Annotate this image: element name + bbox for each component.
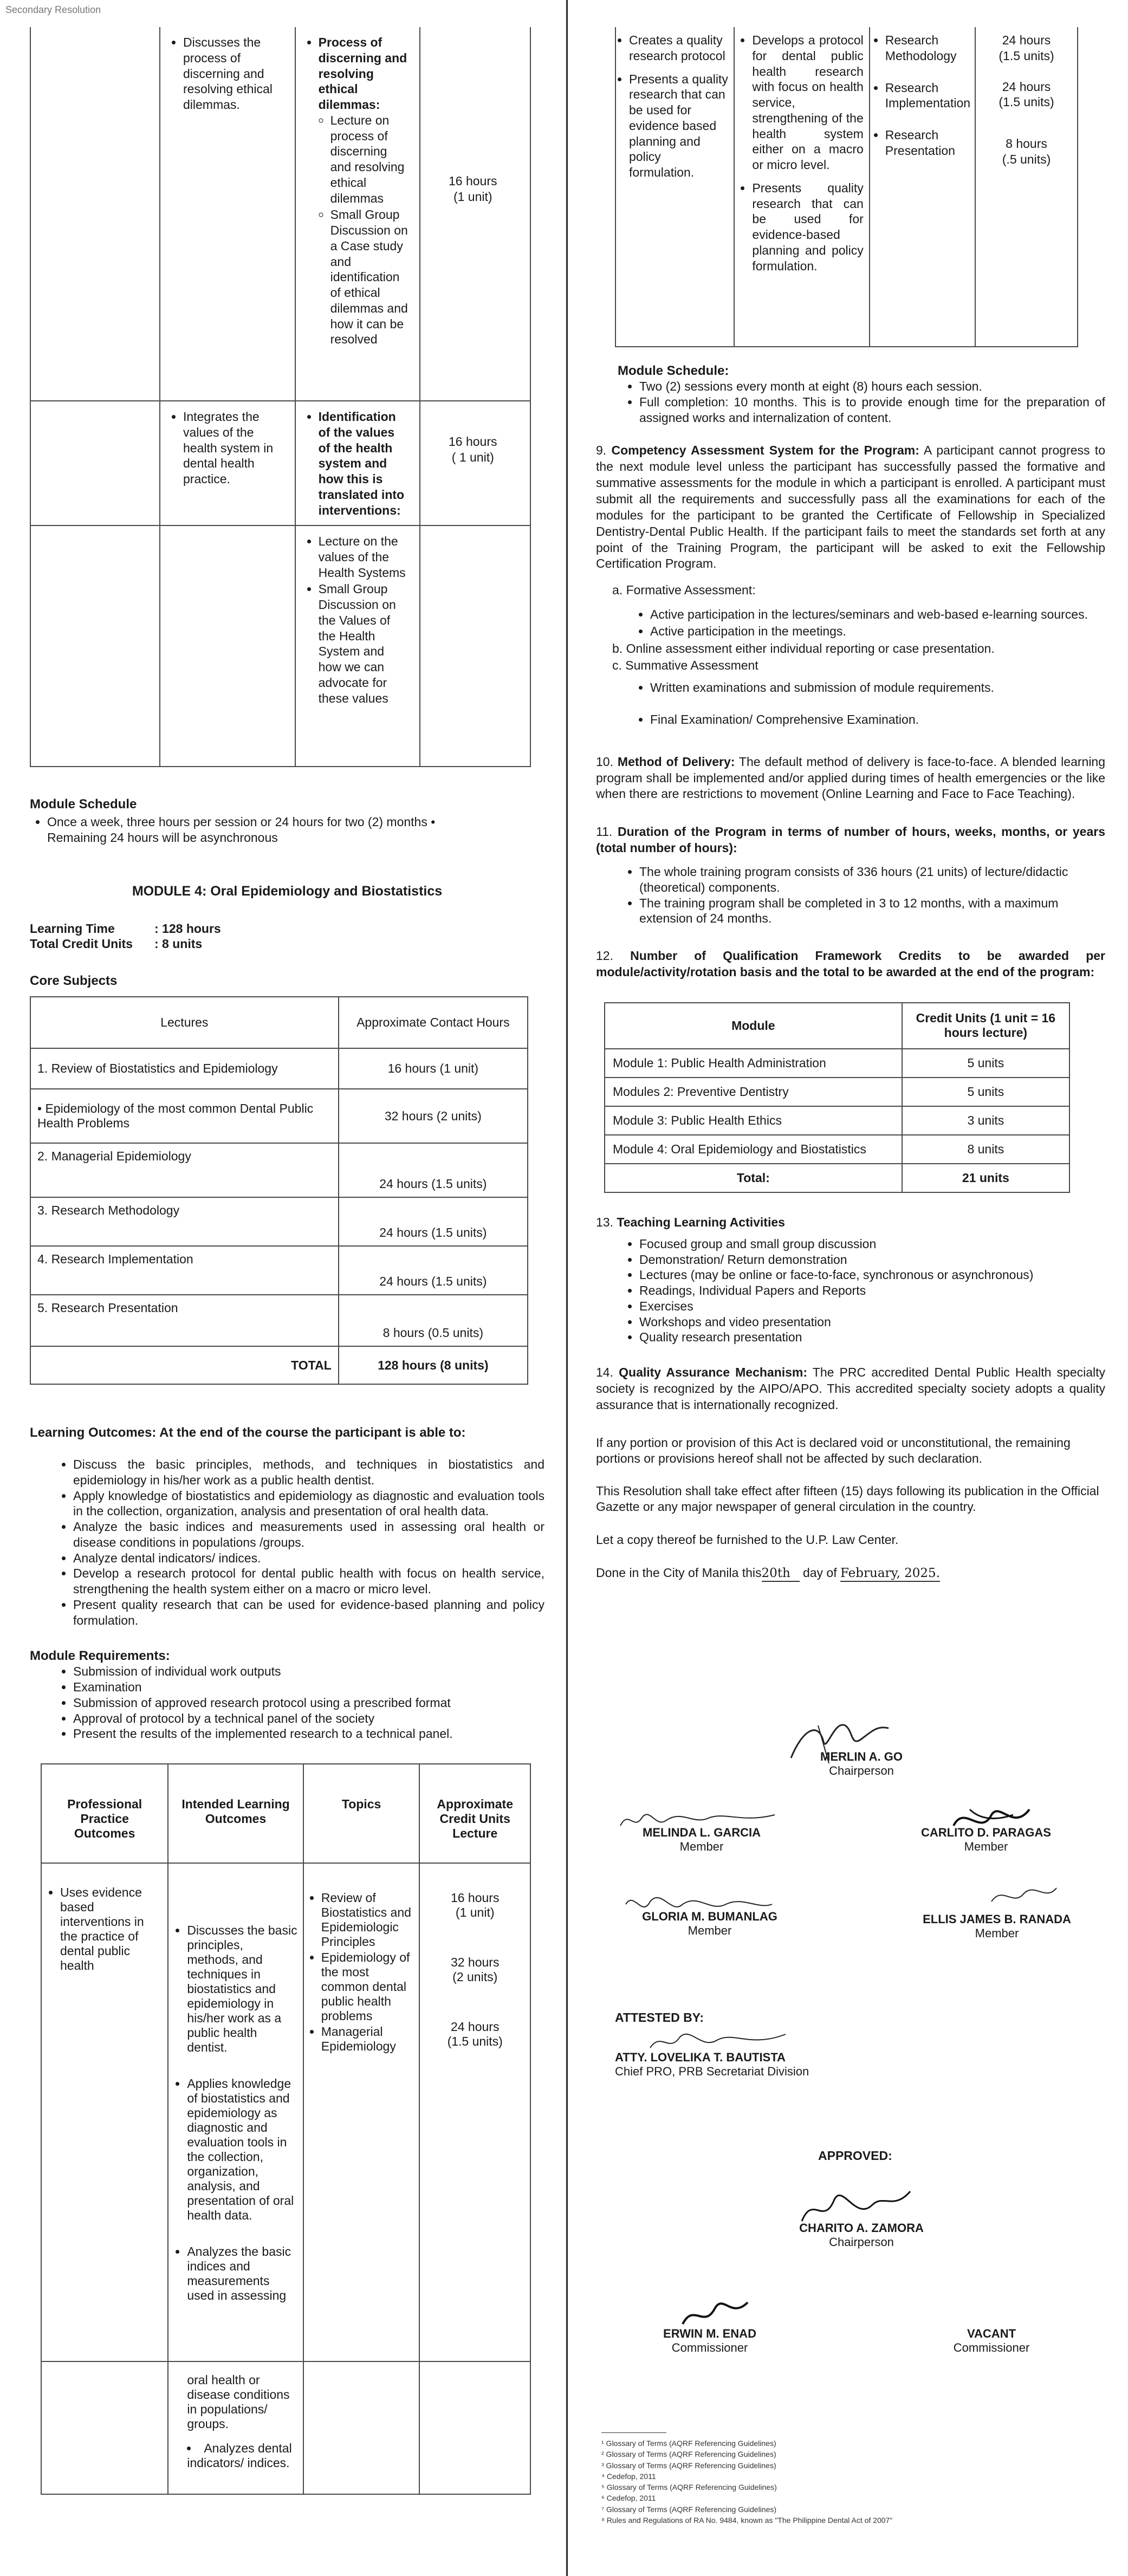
table-header-row	[30, 997, 528, 1048]
list-item: • Once a week, three hours per session or 24 hours for two (2) months • Remaining 24 hours will be asynchronous	[47, 814, 544, 846]
lecture-cell: 3. Research Methodology	[30, 1197, 339, 1246]
module-cell: Modules 2: Preventive Dentistry	[605, 1078, 902, 1106]
table-row	[30, 525, 530, 767]
item-text: The default method of delivery is face-to-face. A blended learning program shall be implemented and/or applied during times of health emergencies or the like when there are restrictions to movement (Online Learning and Face to Face Teaching).	[596, 754, 1106, 801]
hours-cell: 16 hours (1 unit)	[339, 1048, 528, 1089]
table-header-row	[41, 1764, 530, 1863]
list-item: • Uses evidence based interventions in the practice of dental public health	[60, 1885, 162, 1973]
signature-ellis-ranada	[986, 1880, 1062, 1912]
total-label: TOTAL	[30, 1346, 339, 1384]
signatory-name: ERWIN M. ENAD	[663, 2327, 756, 2340]
module4-outcomes-table	[41, 1763, 531, 2495]
continued-text: oral health or disease conditions in populations/ groups.	[187, 2373, 290, 2431]
subitem-a: a. Formative Assessment:	[612, 583, 756, 598]
list-item: • Examination	[73, 1679, 544, 1695]
footnote: ¹ Glossary of Terms (AQRF Referencing Guidelines)	[601, 2439, 776, 2448]
list-item: ◦ Small Group Discussion on a Case study and identification of ethical dilemmas and how it can be resolved	[330, 207, 410, 347]
table-cell	[303, 1863, 420, 2361]
subitem-b: b. Online assessment either individual reporting or case presentation.	[612, 641, 995, 656]
footnote: ² Glossary of Terms (AQRF Referencing Guidelines)	[601, 2450, 776, 2459]
credit-units	[30, 936, 544, 952]
total-value: 128 hours (8 units)	[339, 1346, 528, 1384]
list-item: • Discusses the process of discerning and resolving ethical dilemmas.	[183, 35, 285, 113]
table-cell	[303, 2361, 420, 2494]
total-value: 21 units	[902, 1164, 1069, 1192]
signatory-role: Member	[975, 1926, 1019, 1940]
credit-units: (1.5 units)	[999, 48, 1054, 63]
list-item: • Research Methodology	[885, 33, 970, 64]
units-cell: 5 units	[902, 1049, 1069, 1078]
module-cell: Module 1: Public Health Administration	[605, 1049, 902, 1078]
list-item: • Analyzes dental indicators/ indices.	[187, 2441, 297, 2470]
closing-paragraph-1: If any portion or provision of this Act is declared void or unconstitutional, the remaining portions or provisions hereof shall not be affected by such declaration.	[596, 1435, 1071, 1465]
signatory-role: Member	[679, 1840, 724, 1853]
table-row	[30, 1246, 528, 1295]
table-row	[41, 2361, 530, 2494]
credit-hours: 16 hours	[449, 174, 497, 188]
signatory-member-2	[889, 1826, 1084, 1854]
table-cell	[295, 525, 420, 767]
item-text: The PRC accredited Dental Public Health specialty society is recognized by the AIPO/APO. This accredited specialty society adopts a quality assurance that is internationally recognized.	[596, 1365, 1106, 1412]
left-column	[30, 27, 544, 2495]
learning-outcomes-heading: Learning Outcomes: At the end of the course the participant is able to:	[30, 1425, 466, 1440]
table-cell	[420, 27, 530, 401]
item-number: 11.	[596, 825, 613, 839]
list-item: • Integrates the values of the health system in dental health practice.	[183, 409, 285, 487]
table-cell	[30, 27, 160, 401]
list-item: • Active participation in the lectures/seminars and web-based e-learning sources.	[650, 606, 1105, 623]
module3-schedule	[30, 797, 544, 846]
signatory-role: Chairperson	[829, 1764, 894, 1777]
footnote: ⁷ Glossary of Terms (AQRF Referencing Guidelines)	[601, 2504, 777, 2514]
credit-units-label: Total Credit Units	[30, 937, 133, 951]
item-11	[596, 824, 1105, 856]
item-number: 14.	[596, 1365, 613, 1380]
table-cell	[615, 27, 734, 347]
table-cell	[975, 27, 1078, 347]
footnote: ⁴ Cedefop, 2011	[601, 2471, 656, 2481]
total-label: Total:	[605, 1164, 902, 1192]
list-item: ◦ Lecture on process of discerning and resolving ethical dilemmas	[330, 113, 410, 206]
list-item: • Exercises	[639, 1299, 1105, 1314]
list-item: • Present quality research that can be used for evidence-based planning and policy formulation.	[73, 1597, 544, 1628]
list-item: • Submission of individual work outputs	[73, 1664, 544, 1679]
list-item: • Epidemiology of the most common dental public health problems	[321, 1950, 414, 2023]
list-item: • Apply knowledge of biostatistics and epidemiology as diagnostic and evaluation tools in the collection, organization, analysis and presentation of oral health data.	[73, 1488, 544, 1520]
done-mid: day of	[802, 1565, 837, 1580]
list-item: • Presents quality research that can be used for evidence-based planning and policy formulation.	[752, 180, 863, 274]
done-day: 20th	[762, 1566, 800, 1582]
column-header: Module	[605, 1003, 902, 1049]
list-item: • Analyze dental indicators/ indices.	[73, 1550, 544, 1566]
list-item: • The training program shall be completed in 3 to 12 months, with a maximum extension of 24 months.	[639, 896, 1105, 927]
column-divider	[566, 0, 568, 2576]
learning-time	[30, 921, 544, 937]
signatory-name: MERLIN A. GO	[820, 1750, 903, 1763]
list-item: • Creates a quality research protocol	[629, 33, 728, 64]
units-cell: 5 units	[902, 1078, 1069, 1106]
item-14	[596, 1365, 1105, 1413]
table-cell	[295, 27, 420, 401]
credit-hours: 16 hours	[449, 434, 497, 449]
signatory-name: VACANT	[967, 2327, 1016, 2340]
credit-hours: 8 hours	[1006, 137, 1047, 151]
table-cell	[41, 1863, 168, 2361]
item-label: Number of Qualification Framework Credits to be awarded per module/activity/rotation basis and the total to be awarded at the end of the program:	[596, 949, 1105, 979]
hours-cell: 32 hours (2 units)	[339, 1089, 528, 1143]
item-number: 13.	[596, 1215, 613, 1229]
module-cell: Module 4: Oral Epidemiology and Biostatistics	[605, 1135, 902, 1164]
footnote: ³ Glossary of Terms (AQRF Referencing Guidelines)	[601, 2461, 776, 2470]
column-header: Approximate Contact Hours	[339, 997, 528, 1048]
list-item: • Small Group Discussion on the Values of the Health System and how we can advocate for these values	[319, 581, 410, 706]
module4-schedule	[618, 364, 1105, 425]
hours-cell: 8 hours (0.5 units)	[339, 1295, 528, 1346]
table-row	[605, 1135, 1069, 1164]
list-item: • Lecture on the values of the Health Systems	[319, 534, 410, 580]
signatory-name: CARLITO D. PARAGAS	[921, 1826, 1051, 1839]
item-text: A participant cannot progress to the next module level unless the participant has successfully passed the formative and summative assessments for the module in which a participant is enrolled. A participant must submit all the requirements and successfully pass all the examinations for each of the modules for the participant to be granted the Certificate of Fellowship in Specialized Dentistry-Dental Public Health. If the participant fails to meet the standards set forth at any point of the Training Program, the participant will be asked to exit the Fellowship Certification Program.	[596, 443, 1105, 571]
credit-units-table	[604, 1002, 1070, 1193]
units-cell: 8 units	[902, 1135, 1069, 1164]
running-head: Secondary Resolution	[5, 4, 101, 15]
schedule-text: Once a week, three hours per session or 24 hours for two (2) months	[47, 815, 427, 829]
section-heading: Module Schedule	[30, 797, 137, 812]
credit-hours: 16 hours	[450, 1891, 500, 1905]
column-header: Professional Practice Outcomes	[41, 1764, 168, 1863]
table-cell	[30, 525, 160, 767]
item-label: Quality Assurance Mechanism:	[619, 1365, 808, 1380]
list-item: • Workshops and video presentation	[639, 1314, 1105, 1330]
list-item: • Submission of approved research protocol using a prescribed format	[73, 1695, 544, 1711]
signatory-name: ELLIS JAMES B. RANADA	[923, 1912, 1071, 1926]
topic-title: Process of discerning and resolving ethical dilemmas:	[318, 35, 407, 112]
signatory-role: Commissioner	[953, 2341, 1030, 2354]
lecture-cell: 5. Research Presentation	[30, 1295, 339, 1346]
credit-hours: 24 hours	[1002, 33, 1051, 47]
signatory-role: Commissioner	[671, 2341, 748, 2354]
list-item: • Presents a quality research that can be used for evidence based planning and policy formulation.	[629, 72, 728, 180]
column-header: Intended Learning Outcomes	[168, 1764, 303, 1863]
list-item: • Research Implementation	[885, 80, 970, 112]
table-row	[30, 1295, 528, 1346]
list-item: • Analyze the basic indices and measurements used in assessing oral health or disease conditions in populations /groups.	[73, 1519, 544, 1550]
credit-units: (1 unit)	[453, 189, 492, 204]
hours-cell: 24 hours (1.5 units)	[339, 1197, 528, 1246]
item-10	[596, 754, 1105, 803]
signatory-member-1	[596, 1826, 807, 1854]
lecture-cell: 1. Review of Biostatistics and Epidemiology	[30, 1048, 339, 1089]
credit-units: (2 units)	[452, 1970, 498, 1984]
table-row	[30, 401, 530, 525]
column-header: Topics	[303, 1764, 420, 1863]
list-item: • Demonstration/ Return demonstration	[639, 1252, 1105, 1268]
list-item: • Two (2) sessions every month at eight (8) hours each session.	[639, 379, 1105, 394]
credit-units: ( 1 unit)	[451, 450, 494, 464]
signatory-chair	[780, 1750, 943, 1778]
credit-units: (1.5 units)	[447, 2034, 503, 2048]
signatory-role: Member	[688, 1924, 732, 1937]
table-cell	[168, 2361, 303, 2494]
table-cell	[734, 27, 869, 347]
table-row	[615, 27, 1078, 347]
credit-units: (1.5 units)	[999, 95, 1054, 109]
module3-continued-table	[30, 27, 531, 767]
item-12	[596, 948, 1105, 981]
list-item: • Lectures (may be online or face-to-face, synchronous or asynchronous)	[639, 1267, 1105, 1283]
table-row	[30, 1197, 528, 1246]
learning-time-label: Learning Time	[30, 921, 115, 936]
table-cell	[160, 525, 295, 767]
list-item: • Final Examination/ Comprehensive Examination.	[650, 711, 1105, 728]
footnote: ⁵ Glossary of Terms (AQRF Referencing Guidelines)	[601, 2483, 777, 2492]
footnote: ⁶ Cedefop, 2011	[601, 2494, 656, 2503]
item-label: Competency Assessment System for the Program:	[611, 443, 919, 458]
footnotes	[601, 2438, 1089, 2526]
table-cell	[420, 401, 530, 525]
table-row	[30, 1089, 528, 1143]
signatory-member-3	[607, 1910, 813, 1938]
topic-title: • Identification of the values of the health system and how this is translated into interventions:	[319, 409, 410, 518]
core-subjects-table	[30, 996, 528, 1385]
signatory-role: Member	[964, 1840, 1008, 1853]
table-row	[605, 1078, 1069, 1106]
list-item: • The whole training program consists of 336 hours (21 units) of lecture/didactic (theoretical) components.	[639, 864, 1105, 896]
hours-cell: 24 hours (1.5 units)	[339, 1246, 528, 1295]
units-cell: 3 units	[902, 1106, 1069, 1135]
module-cell: Module 3: Public Health Ethics	[605, 1106, 902, 1135]
list-item: • Applies knowledge of biostatistics and epidemiology as diagnostic and evaluation tools in the collection, organization, analysis, and presentation of oral health data.	[187, 2077, 297, 2223]
table-total-row	[605, 1164, 1069, 1192]
hours-cell: 24 hours (1.5 units)	[339, 1143, 528, 1197]
list-item: • Develops a protocol for dental public health research with focus on health service, strengthening of the health system either on a macro or micro level.	[752, 33, 863, 173]
done-month: February, 2025.	[840, 1566, 940, 1582]
signatory-commissioner-1	[628, 2327, 791, 2355]
list-item: • Readings, Individual Papers and Reports	[639, 1283, 1105, 1299]
item-11-list	[596, 864, 1105, 926]
table-cell	[420, 525, 530, 767]
table-cell	[419, 1863, 530, 2361]
table-row	[605, 1106, 1069, 1135]
schedule-text-2: Remaining 24 hours will be asynchronous	[47, 830, 278, 845]
subitem-c: c. Summative Assessment	[612, 658, 759, 672]
learning-time-value: : 128 hours	[154, 921, 221, 936]
table-cell	[870, 27, 975, 347]
module4-title: MODULE 4: Oral Epidemiology and Biostatistics	[132, 883, 443, 899]
signatory-name: MELINDA L. GARCIA	[643, 1826, 761, 1839]
closing-paragraph-2: This Resolution shall take effect after fifteen (15) days following its publication in the Official Gazette or any major newspaper of general circulation in the country.	[596, 1484, 1099, 1514]
credit-hours: 32 hours	[450, 1955, 500, 1969]
list-item: • Focused group and small group discussion	[639, 1236, 1105, 1252]
table-row	[30, 1143, 528, 1197]
table-cell	[160, 401, 295, 525]
item-number: 12.	[596, 949, 613, 963]
table-cell	[41, 2361, 168, 2494]
right-column	[596, 27, 1105, 1582]
item-13-list	[596, 1236, 1105, 1345]
credit-hours: 24 hours	[1002, 79, 1051, 94]
list-item: • Develop a research protocol for dental public health with focus on health service, strengthening the health system either on a macro or micro level.	[73, 1566, 544, 1597]
item-label: Duration of the Program in terms of number of hours, weeks, months, or years (total number of hours):	[596, 825, 1106, 855]
column-header: Approximate Credit Units Lecture	[419, 1764, 530, 1863]
credit-hours: 24 hours	[450, 2020, 500, 2034]
table-cell	[419, 2361, 530, 2494]
signatory-role: Chief PRO, PRB Secretariat Division	[615, 2065, 809, 2078]
table-row	[30, 1048, 528, 1089]
lecture-cell: 4. Research Implementation	[30, 1246, 339, 1295]
list-item: • Quality research presentation	[639, 1329, 1105, 1345]
list-item: • Review of Biostatistics and Epidemiologic Principles	[321, 1891, 414, 1949]
item-label: Method of Delivery:	[617, 754, 735, 769]
table-row	[41, 1863, 530, 2361]
list-item: • Full completion: 10 months. This is to provide enough time for the preparation of assigned works and internalization of content.	[639, 394, 1105, 426]
signatory-approved	[769, 2221, 954, 2249]
credit-units: (.5 units)	[1002, 152, 1051, 166]
list-item: • Discusses the basic principles, methods, and techniques in biostatistics and epidemiology in his/her work as a public health dentist.	[187, 1923, 297, 2055]
attested-label: ATTESTED BY:	[615, 2010, 704, 2025]
table-cell	[168, 1863, 303, 2361]
table-row	[605, 1049, 1069, 1078]
table-cell	[30, 401, 160, 525]
section-heading: Module Schedule:	[618, 364, 729, 378]
approved-label: APPROVED:	[818, 2149, 892, 2163]
list-item: • Present the results of the implemented research to a technical panel.	[73, 1726, 544, 1742]
signatory-name: GLORIA M. BUMANLAG	[642, 1910, 777, 1923]
item-label: Teaching Learning Activities	[617, 1215, 785, 1229]
signatory-member-4	[899, 1912, 1094, 1941]
item-13	[596, 1215, 1105, 1231]
list-item: • Active participation in the meetings.	[650, 623, 1105, 640]
table-header-row	[605, 1003, 1069, 1049]
column-header: Credit Units (1 unit = 16 hours lecture)	[902, 1003, 1069, 1049]
table-row	[30, 27, 530, 401]
credit-units-value: : 8 units	[154, 937, 203, 951]
closing-paragraph-3: Let a copy thereof be furnished to the U.P. Law Center.	[596, 1532, 899, 1547]
list-item: • Managerial Epidemiology	[321, 2025, 414, 2054]
lecture-text: Epidemiology of the most common Dental Public Health Problems	[37, 1101, 314, 1130]
module4-continued-table	[615, 27, 1078, 347]
signatory-name: CHARITO A. ZAMORA	[799, 2221, 924, 2235]
signatory-name: ATTY. LOVELIKA T. BAUTISTA	[615, 2051, 786, 2064]
lecture-cell: • Epidemiology of the most common Dental Public Health Problems	[30, 1089, 339, 1143]
list-item: • Approval of protocol by a technical panel of the society	[73, 1711, 544, 1727]
footnote-rule	[601, 2432, 666, 2433]
done-prefix: Done in the City of Manila this	[596, 1565, 762, 1580]
item-number: 9.	[596, 443, 607, 458]
list-item: • Analyzes the basic indices and measurements used in assessing	[187, 2244, 297, 2303]
signatory-attested	[615, 2051, 809, 2079]
module-requirements-heading: Module Requirements:	[30, 1649, 170, 1664]
done-line	[596, 1565, 1105, 1582]
item-9-assessments	[612, 582, 1105, 728]
item-9	[596, 443, 1105, 572]
credit-units: (1 unit)	[455, 1905, 495, 1919]
signatory-commissioner-2	[921, 2327, 1062, 2355]
table-cell	[160, 27, 295, 401]
list-item: • Research Presentation	[885, 127, 970, 159]
list-item: • Discuss the basic principles, methods, and techniques in biostatistics and epidemiology in his/her work as a public health dentist.	[73, 1457, 544, 1488]
module-requirements-list	[30, 1664, 544, 1742]
signatory-role: Chairperson	[829, 2235, 894, 2249]
core-subjects-heading: Core Subjects	[30, 974, 118, 988]
table-cell	[295, 401, 420, 525]
table-total-row	[30, 1346, 528, 1384]
item-number: 10.	[596, 754, 613, 769]
footnote: ⁸ Rules and Regulations of RA No. 9484, known as "The Philippine Dental Act of 2007"	[601, 2516, 893, 2525]
lecture-cell: 2. Managerial Epidemiology	[30, 1143, 339, 1197]
list-item: • Written examinations and submission of module requirements.	[650, 679, 1105, 696]
column-header: Lectures	[30, 997, 339, 1048]
learning-outcomes-list	[30, 1457, 544, 1628]
